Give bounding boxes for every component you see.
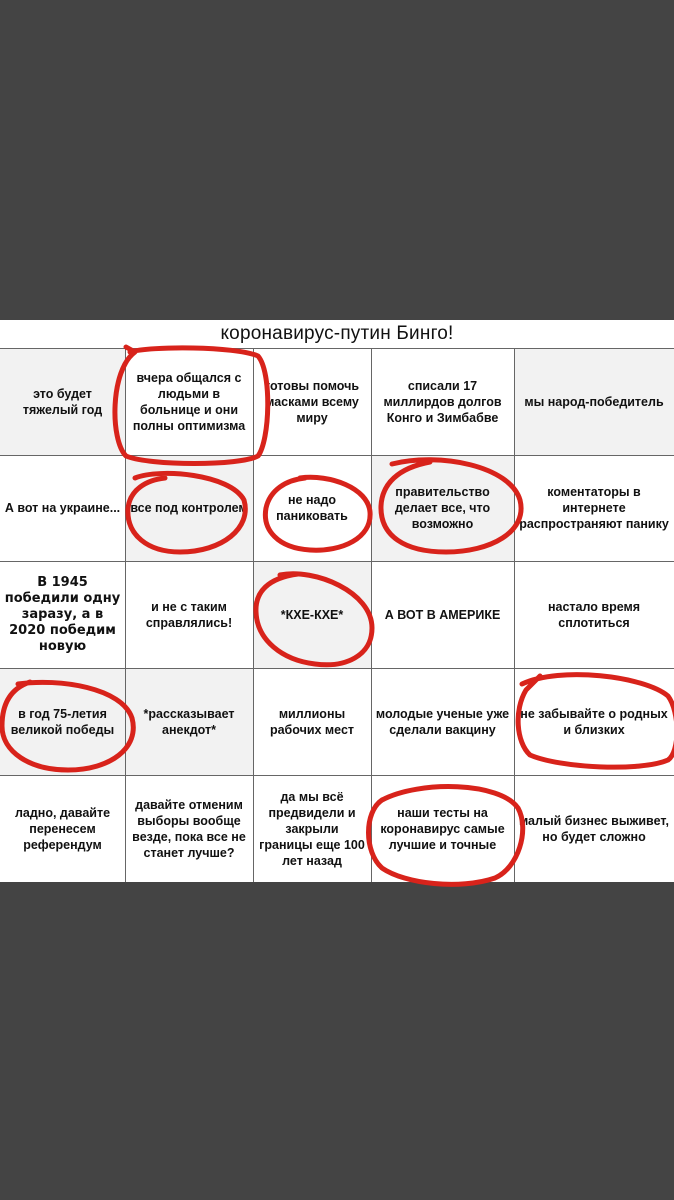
bingo-cell [253, 668, 371, 775]
bingo-title: коронавирус-путин Бинго! [220, 323, 454, 344]
bingo-cell-text: настало время сплотиться [547, 599, 641, 630]
bingo-cell [371, 561, 514, 668]
bingo-cell-text: малый бизнес выживет, но будет сложно [518, 813, 670, 844]
bingo-cell-text: ладно, давайте перенесем референдум [14, 805, 111, 852]
bingo-cell-text: не забывайте о родных и близких [520, 706, 668, 737]
grid-divider [0, 775, 674, 776]
bingo-cell [514, 455, 674, 561]
bingo-cell [253, 561, 371, 668]
bingo-cell-text: А ВОТ В АМЕРИКЕ [384, 607, 501, 622]
grid-divider [514, 348, 515, 882]
bingo-cell [125, 455, 253, 561]
grid-divider [125, 348, 126, 882]
grid-divider [371, 348, 372, 882]
bingo-card [0, 320, 674, 882]
bingo-cell-text: все под контролем [130, 501, 248, 515]
bingo-cell-text: А вот на украине... [4, 501, 121, 515]
grid-divider [0, 348, 674, 349]
bingo-cell [371, 455, 514, 561]
bingo-cell [371, 348, 514, 455]
bingo-cell-text: *КХЕ-КХЕ* [280, 607, 344, 622]
bingo-cell [514, 348, 674, 455]
bingo-cell [514, 668, 674, 775]
bingo-cell-text: давайте отменим выборы вообще везде, пока все не станет лучше? [132, 797, 246, 860]
grid-divider [0, 668, 674, 669]
bingo-cell [253, 775, 371, 882]
bingo-cell [253, 455, 371, 561]
bingo-cell-text: В 1945 победили одну заразу, а в 2020 победим новую [4, 574, 121, 654]
bingo-cell [0, 668, 125, 775]
bingo-cell [125, 561, 253, 668]
bingo-cell-text: да мы всё предвидели и закрыли границы еще 100 лет назад [259, 789, 365, 868]
bingo-cell-text: и не с таким справлялись! [145, 599, 233, 630]
bingo-cell-text: это будет тяжелый год [22, 386, 103, 417]
bingo-cell [514, 775, 674, 882]
bingo-cell-text: *рассказывает анекдот* [143, 706, 235, 737]
bingo-cell-text: не надо паниковать [276, 493, 348, 523]
bingo-cell [371, 668, 514, 775]
bingo-cell-text: в год 75-летия великой победы [10, 706, 115, 737]
grid-divider [0, 561, 674, 562]
bingo-cell [253, 348, 371, 455]
bingo-cell [371, 775, 514, 882]
bingo-cell [0, 561, 125, 668]
bingo-cell [0, 348, 125, 455]
bingo-cell-text: наши тесты на коронавирус самые лучшие и точные [380, 805, 505, 852]
grid-divider [0, 455, 674, 456]
bingo-cell [0, 455, 125, 561]
bingo-cell [125, 775, 253, 882]
bingo-cell-text: молодые ученые уже сделали вакцину [375, 706, 510, 737]
bingo-cell [125, 668, 253, 775]
bingo-cell-text: вчера общался с людьми в больнице и они полны оптимизма [132, 370, 246, 433]
bingo-cell [125, 348, 253, 455]
grid-divider [253, 348, 254, 882]
bingo-cell [514, 561, 674, 668]
bingo-cell-text: миллионы рабочих мест [269, 706, 355, 737]
bingo-cell-text: списали 17 миллирдов долгов Конго и Зимбабве [383, 378, 502, 425]
bingo-cell-text: коментаторы в интернете распространяют панику [519, 485, 669, 531]
bingo-cell-text: правительство делает все, что возможно [394, 485, 491, 531]
bingo-cell-text: готовы помочь масками всему миру [264, 378, 360, 425]
bingo-cell [0, 775, 125, 882]
bingo-cell-text: мы народ-победитель [524, 394, 664, 409]
